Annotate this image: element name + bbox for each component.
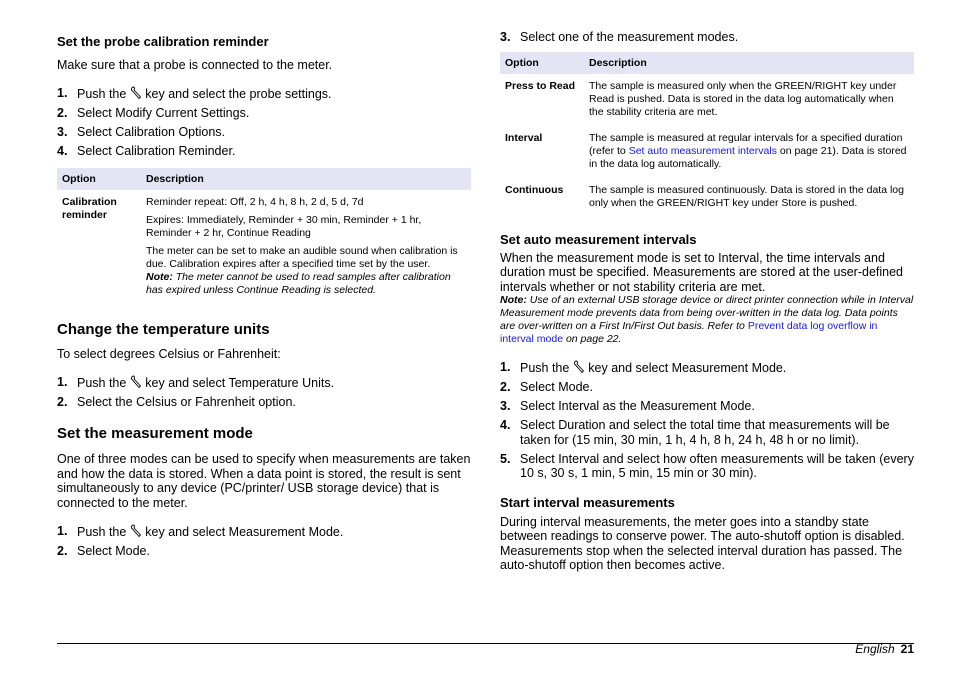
start-interval-text: During interval measurements, the meter goes into a standby state between readings to conserve power. The auto-shutoff option is disabled. Measurements stop when the selected interval duration has passed. The auto-shutoff option then becomes active. bbox=[500, 514, 905, 572]
interval-note: Note: Use of an external USB storage device or direct printer connection while in Interval Measurement mode prevents data from being over-written in the data log. Data points are over-written on a First In/First Out basis. Refer to Prevent data log overflow in interval mode on page 22. bbox=[500, 294, 914, 345]
table-header-option: Option bbox=[500, 52, 584, 74]
option-continuous: Continuous bbox=[505, 183, 564, 196]
wrench-icon bbox=[573, 360, 585, 374]
table-header-option: Option bbox=[57, 168, 141, 190]
press-to-read-description: The sample is measured only when the GREEN/RIGHT key under Read is pushed. Data is stored in the data log automatically when the stability criteria are met. bbox=[589, 79, 897, 118]
option-interval: Interval bbox=[505, 131, 543, 144]
list-item: 2. Select the Celsius or Fahrenheit option. bbox=[57, 394, 296, 409]
heading-start-interval-measurements: Start interval measurements bbox=[500, 494, 675, 510]
table-header-description: Description bbox=[141, 168, 471, 190]
list-item: 4. Select Calibration Reminder. bbox=[57, 143, 236, 158]
table-header-description: Description bbox=[584, 52, 914, 74]
wrench-icon bbox=[130, 86, 142, 100]
temperature-intro: To select degrees Celsius or Fahrenheit: bbox=[57, 347, 281, 361]
interval-description: The sample is measured at regular intervals for a specified duration (refer to Set auto measurement intervals on page 21). Data is stored in the data log automatically. bbox=[589, 131, 907, 170]
reminder-repeat-text: Reminder repeat: Off, 2 h, 4 h, 8 h, 2 d, 5 d, 7d bbox=[146, 196, 364, 208]
measurement-mode-intro: One of three modes can be used to specify when measurements are taken and how the data is stored. When a data point is stored, the result is sent simultaneously to any device (PC/printer/ USB storage device) that is connected to the meter. bbox=[57, 452, 471, 510]
list-item: 5. Select Interval and select how often measurements will be taken (every 10 s, 30 s, 1 min, 5 min, 15 min or 30 min). bbox=[500, 451, 914, 480]
link-prevent-data-log-overflow[interactable]: Prevent data log overflow in interval mode bbox=[500, 320, 878, 345]
expires-text: Expires: Immediately, Reminder + 30 min, Reminder + 1 hr, Reminder + 2 hr, Continue Reading bbox=[146, 214, 422, 239]
continuous-description: The sample is measured continuously. Data is stored in the data log only when the GREEN/RIGHT key under Store is pushed. bbox=[589, 183, 904, 209]
audible-text: The meter can be set to make an audible sound when calibration is due. Calibration expires after a specified time set by the user. bbox=[146, 245, 458, 270]
table-row bbox=[500, 74, 914, 123]
list-item: 3. Select Interval as the Measurement Mode. bbox=[500, 399, 755, 413]
table-row bbox=[500, 123, 914, 175]
left-column bbox=[57, 30, 471, 563]
temperature-steps bbox=[57, 375, 471, 410]
calibration-intro: Make sure that a probe is connected to the meter. bbox=[57, 58, 333, 72]
mode-steps bbox=[57, 524, 471, 559]
list-item: 1. Push the key and select Measurement Mode. bbox=[57, 524, 344, 539]
auto-steps bbox=[500, 360, 914, 481]
list-item: 1. Push the key and select the probe settings. bbox=[57, 85, 332, 101]
mode-step-3 bbox=[500, 30, 914, 45]
page-footer bbox=[855, 642, 914, 656]
list-item: 3. Select Calibration Options. bbox=[57, 124, 225, 139]
calibration-note: Note: The meter cannot be used to read samples after calibration has expired unless Continue Reading is selected. bbox=[146, 271, 451, 296]
wrench-icon bbox=[130, 375, 142, 389]
heading-measurement-mode: Set the measurement mode bbox=[57, 425, 253, 442]
list-item: 2. Select Modify Current Settings. bbox=[57, 105, 250, 120]
list-item: 1. Push the key and select Temperature Units. bbox=[57, 374, 335, 390]
option-press-to-read: Press to Read bbox=[505, 79, 576, 92]
option-calibration-reminder: Calibration reminder bbox=[62, 196, 117, 221]
right-column bbox=[500, 30, 914, 573]
list-item: 4. Select Duration and select the total time that measurements will be taken for (15 min, 30 min, 1 h, 4 h, 8 h, 24 h, 48 h or no limit). bbox=[500, 418, 890, 447]
heading-calibration-reminder: Set the probe calibration reminder bbox=[57, 34, 269, 49]
auto-intervals-intro: When the measurement mode is set to Interval, the time intervals and duration must be specified. Measurements are stored at the user-defined intervals whether or not stability criteria are met. bbox=[500, 250, 903, 294]
footer-divider bbox=[57, 643, 914, 644]
table-row bbox=[500, 175, 914, 214]
list-item: 2. Select Mode. bbox=[500, 380, 593, 394]
heading-auto-measurement-intervals: Set auto measurement intervals bbox=[500, 231, 697, 247]
heading-temperature-units: Change the temperature units bbox=[57, 321, 270, 338]
calibration-steps bbox=[57, 86, 471, 159]
table-row bbox=[57, 190, 471, 301]
list-item: 1. Push the key and select Measurement Mode. bbox=[500, 360, 787, 375]
list-item: 3. Select one of the measurement modes. bbox=[500, 30, 739, 44]
page-number: 21 bbox=[900, 642, 914, 656]
calibration-options-table bbox=[57, 168, 471, 301]
wrench-icon bbox=[130, 524, 142, 538]
link-auto-measurement-intervals[interactable]: Set auto measurement intervals bbox=[628, 144, 777, 157]
list-item: 2. Select Mode. bbox=[57, 544, 150, 558]
footer-language: English bbox=[855, 642, 895, 656]
measurement-modes-table bbox=[500, 52, 914, 214]
